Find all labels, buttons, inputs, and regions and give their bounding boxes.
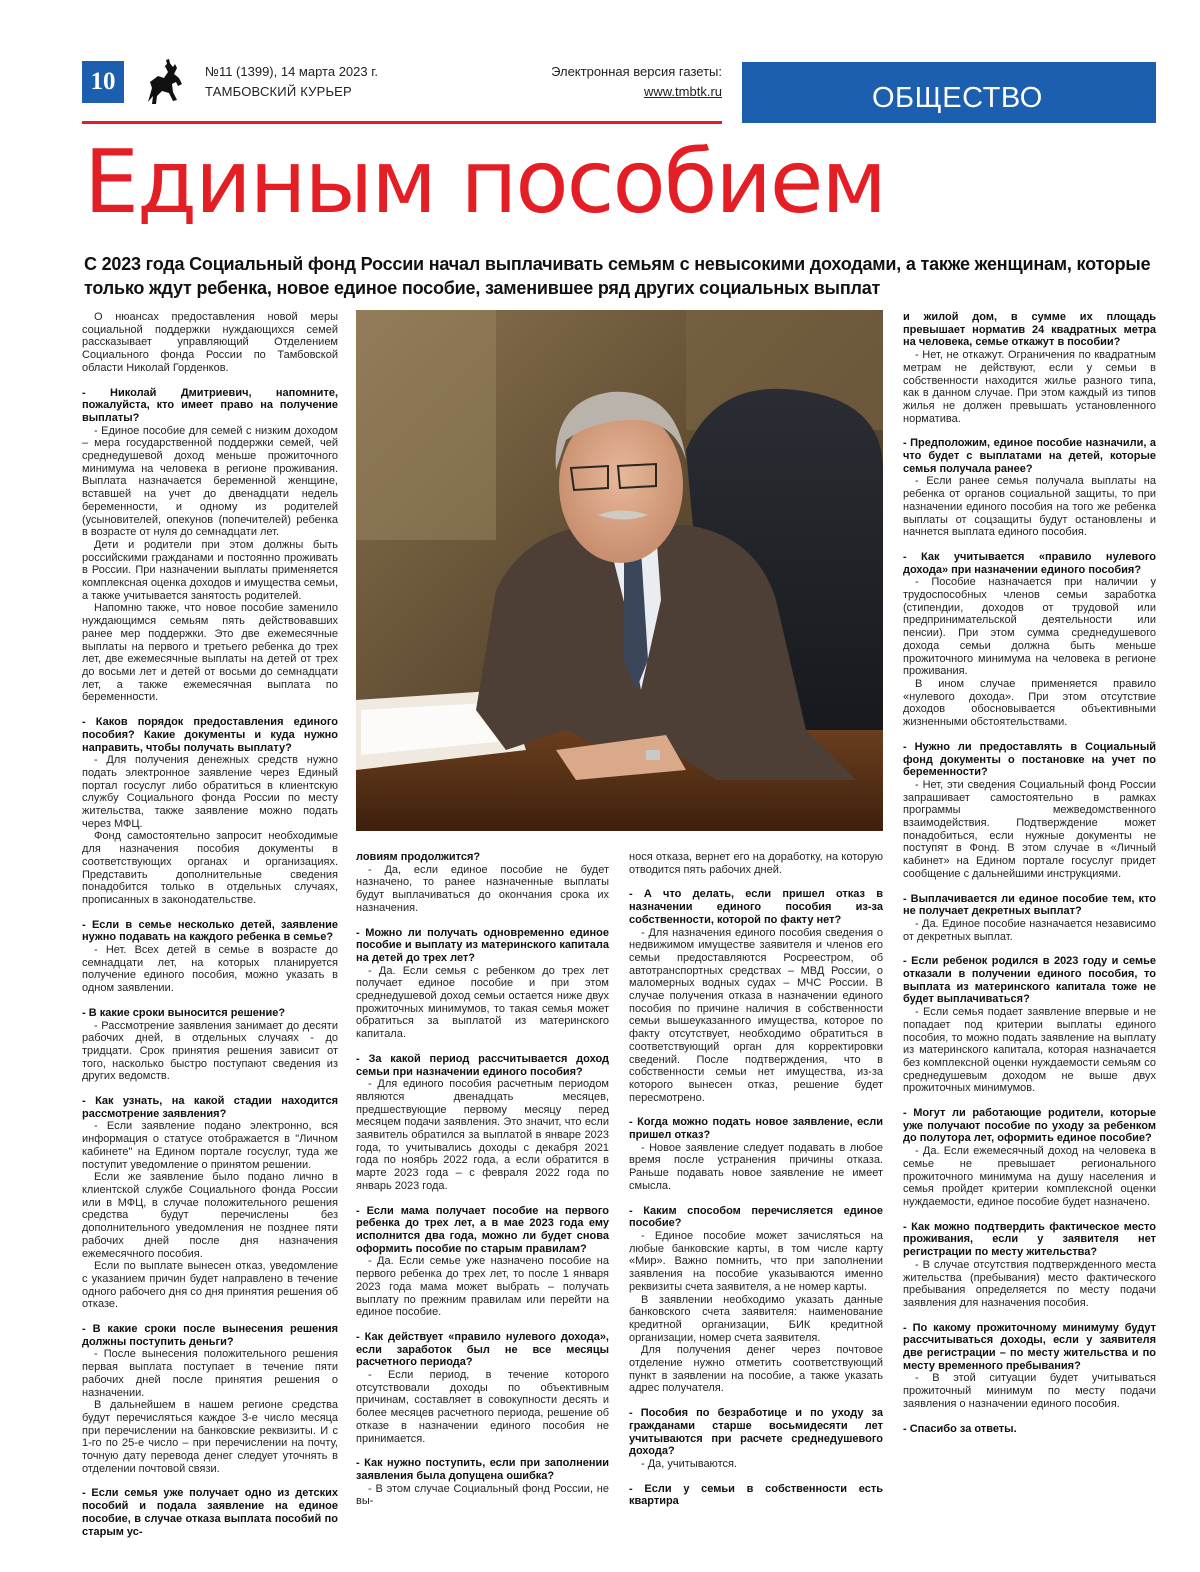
page-number: 10 — [82, 61, 124, 103]
electronic-version-info — [551, 62, 722, 102]
interview-answer: Напомню также, что новое пособие заменило нуждающимся семьям пять действовавших ранее мер поддержки. Это две ежемесячные выплаты на первого и третьего ребенка до трех лет, две ежемесячные выплаты на детей от трех до восьми лет и детей от восьми до семнадцати лет, а также ежемесячная выплата по беременности. — [82, 602, 338, 704]
interview-question: - В какие сроки после вынесения решения должны поступить деньги? — [82, 1323, 338, 1348]
text-column-1 — [82, 311, 338, 1538]
newspaper-name: ТАМБОВСКИЙ КУРЬЕР — [205, 84, 352, 99]
rider-on-horse-icon — [138, 58, 190, 108]
interview-answer: - Если заявление подано электронно, вся информация о статусе отображается в "Личном кабинете" на Едином портале госуслуг, туда же поступит уведомление о принятом решении. — [82, 1120, 338, 1171]
interview-answer: - В случае отсутствия подтвержденного места жительства (пребывания) место фактического пребывания определяется по месту подачи заявления для назначения пособия. — [903, 1258, 1156, 1309]
interview-question: и жилой дом, в сумме их площадь превышает норматив 24 квадратных метра на человека, семье откажут в пособии? — [903, 311, 1156, 349]
interview-answer: - Если ранее семья получала выплаты на ребенка от органов социальной защиты, то при назначении единого пособия на того же ребенка выплаты от соцзащиты будут остановлены и начнется выплата единого пособия. — [903, 475, 1156, 539]
text-column-2 — [356, 851, 609, 1508]
interview-answer: Для получения денег через почтовое отделение нужно отметить соответствующий пункт в заявлении на пособие, а также указать адрес получателя. — [629, 1344, 883, 1395]
article-headline: Единым пособием — [84, 131, 886, 233]
header-divider — [82, 121, 722, 124]
interview-answer: - Нет, не откажут. Ограничения по квадратным метрам не действуют, если у семьи в собственности находится жилье разного типа, как в данном случае. При этом каждый из типов жилья не должен превышать установленного норматива. — [903, 349, 1156, 425]
interview-answer: - Рассмотрение заявления занимает до десяти рабочих дней, в отдельных случаях - до тридцати. Срок принятия решения зависит от того, насколько быстро поступают сведения из других ведомств. — [82, 1019, 338, 1083]
interview-answer: - Да. Если ежемесячный доход на человека в семье не превышает регионального прожиточного минимума на душу населения и семья пройдет критерии комплексной оценки нуждаемости, единое пособие будет назначено. — [903, 1145, 1156, 1208]
article-intro: О нюансах предоставления новой меры социальной поддержки нуждающихся семей рассказывает управляющий Отделением Социального фонда России по Тамбовской области Николай Горденков. — [82, 311, 338, 374]
interview-answer: - После вынесения положительного решения первая выплата поступает в течение пяти рабочих дней после принятия решения о назначении. — [82, 1348, 338, 1399]
article-lead: С 2023 года Социальный фонд России начал выплачивать семьям с невысокими доходами, а также женщинам, которые только ждут ребенка, новое единое пособие, заменившее ряд других социальных выплат — [84, 254, 1151, 298]
website-link[interactable]: www.tmbtk.ru — [643, 84, 722, 99]
interview-photo — [356, 310, 883, 831]
interview-question: - В какие сроки выносится решение? — [82, 1006, 286, 1019]
interview-question: - Если у семьи в собственности есть квартира — [629, 1482, 883, 1508]
interview-question: - По какому прожиточному минимуму будут рассчитываться доходы, если у заявителя две регистрации – по месту жительства и по месту временного пребывания? — [903, 1321, 1156, 1372]
interview-answer: В ином случае применяется правило «нулевого дохода». При этом отсутствие доходов обосновывается объективными жизненными обстоятельствами. — [903, 677, 1156, 729]
interview-question: - Как учитывается «правило нулевого дохода» при назначении единого пособия? — [903, 550, 1156, 576]
interview-answer: Если же заявление было подано лично в клиентской службе Социального фонда России или в МФЦ, в случае положительного решения средства будут перечислены без дополнительного уведомления не позднее пяти рабочих дней после дня назначения ежемесячного пособия. — [82, 1171, 338, 1260]
interview-question: - А что делать, если пришел отказ в назначении единого пособия из-за собственности, которой по факту нет? — [629, 888, 883, 926]
interview-question: - За какой период рассчитывается доход семьи при назначении единого пособия? — [356, 1052, 609, 1078]
interview-answer: - В этом случае Социальный фонд России, не вы- — [356, 1482, 609, 1508]
interview-answer: - Нет, эти сведения Социальный фонд России запрашивает самостоятельно в рамках программы межведомственного взаимодействия. Подтверждение может понадобиться, если нужные документы не поступят в Фонд. В этом случае в «Личный кабинет» на Едином портале госуслуг придет сообщение с дальнейшими инструкциями. — [903, 778, 1156, 880]
interview-answer: В заявлении необходимо указать данные банковского счета заявителя: наименование кредитной организации, БИК кредитной организации, номер счета заявителя. — [629, 1293, 883, 1344]
interview-answer: В дальнейшем в нашем регионе средства будут перечисляться каждое 3-е число месяца при перечислении на банковские реквизиты. И с 1-го по 25-е число – при перечислении на почту, точную дату перевода денег следует уточнять в отделении почтовой связи. — [82, 1399, 338, 1475]
interview-question: - Как нужно поступить, если при заполнении заявления была допущена ошибка? — [356, 1457, 609, 1482]
interview-answer: - Если период, в течение которого отсутствовали доходы по объективным причинам, составляет в совокупности десять и более месяцев расчетного периода, решение об отказе в назначении единого пособия не принимается. — [356, 1369, 609, 1445]
interview-question: - Пособия по безработице и по уходу за гражданами старше восьмидесяти лет учитываются при расчете среднедушевого дохода? — [629, 1407, 883, 1458]
interview-answer: - Для получения денежных средств нужно подать электронное заявление через Единый портал госуслуг либо обратиться в клиентскую службу Социального фонда России по месту жительства, также заявление можно подать через МФЦ. — [82, 754, 338, 830]
section-rubric: ОБЩЕСТВО — [742, 62, 1156, 123]
interview-answer: - Единое пособие для семей с низким доходом – мера государственной поддержки семей, чей среднедушевой доход меньше прожиточного минимума на человека в регионе проживания. Выплата назначается беременной женщине, вставшей на учет до двенадцати недель беременности, и одному из родителей (усыновителей, опекунов (попечителей) ребенка в возрасте от нуля до семнадцати лет. — [82, 424, 338, 539]
interview-question: - Если семья уже получает одно из детских пособий и подала заявление на единое пособие, в случае отказа выплата пособий по старым ус- — [82, 1487, 338, 1538]
interview-question: - Нужно ли предоставлять в Социальный фонд документы о постановке на учет по беременности? — [903, 740, 1156, 779]
electronic-version-label: Электронная версия газеты: — [551, 64, 722, 79]
interview-answer: - Для единого пособия расчетным периодом являются двенадцать месяцев, предшествующие первому месяцу перед месяцем подачи заявления. Это значит, что если заявитель обратился за выплатой в январе 2023 года, то учитывались доходы с декабря 2021 года по ноябрь 2022 года, а если обратится в марте 2023 года – с февраля 2022 года по январь 2023 года. — [356, 1078, 609, 1192]
interview-question: - Выплачивается ли единое пособие тем, кто не получает декретных выплат? — [903, 892, 1156, 918]
interview-question: - Если мама получает пособие на первого ребенка до трех лет, а в мае 2023 года ему исполнится два года, можно ли будет снова оформить пособие по старым правилам? — [356, 1204, 609, 1255]
interview-answer: - Пособие назначается при наличии у трудоспособных членов семьи заработка (стипендии, доходов от трудовой или предпринимательской деятельности или пенсии). При этом сумма среднедушевого дохода семьи должна быть меньше прожиточного минимума на человека в регионе проживания. — [903, 576, 1156, 678]
interview-question: - Как действует «правило нулевого дохода», если заработок был не все месяцы расчетного периода? — [356, 1330, 609, 1369]
interview-question: - Каким способом перечисляется единое пособие? — [629, 1204, 883, 1230]
interview-question: - Могут ли работающие родители, которые уже получают пособие по уходу за ребенком до полутора лет, оформить единое пособие? — [903, 1107, 1156, 1145]
interview-question: - Можно ли получать одновременно единое пособие и выплату из материнского капитала на детей до трех лет? — [356, 926, 609, 964]
interview-answer: нося отказа, вернет его на доработку, на которую отводится пять рабочих дней. — [629, 851, 883, 876]
text-column-4 — [903, 311, 1156, 1491]
interview-question: - Каков порядок предоставления единого пособия? Какие документы и куда нужно направить, чтобы получать выплату? — [82, 716, 338, 754]
interview-question: - Спасибо за ответы. — [903, 1422, 1017, 1435]
interview-answer: - Да, если единое пособие не будет назначено, то ранее назначенные выплаты будут выплачиваться до окончания срока их назначения. — [356, 863, 609, 914]
interview-answer: - Да. Если семья с ребенком до трех лет получает единое пособие и при этом среднедушевой доход семьи остается ниже двух прожиточных минимумов, то такая семья может обратиться за выплатой из материнского капитала. — [356, 964, 609, 1041]
interview-answer: Если по выплате вынесен отказ, уведомление с указанием причин будет направлено в течение одного рабочего дня со дня принятия решения об отказе. — [82, 1260, 338, 1311]
interview-answer: - Да. Единое пособие назначается независимо от декретных выплат. — [903, 917, 1156, 943]
interview-answer: - В этой ситуации будет учитываться прожиточный минимум по месту подачи заявления о назначении единого пособия. — [903, 1372, 1156, 1410]
interview-answer: - Нет. Всех детей в семье в возрасте до семнадцати лет, на которых планируется получение единого пособия, можно указать в одном заявлении. — [82, 944, 338, 995]
interview-question: - Предположим, единое пособие назначили, а что будет с выплатами на детей, которые семья получала ранее? — [903, 437, 1156, 475]
issue-info — [205, 62, 378, 102]
interview-answer: - Если семья подает заявление впервые и не попадает под критерии выплаты единого пособия, то можно подать заявление на выплату из материнского капитала, которая назначается без комплексной оценки нуждаемости семьям со среднедушевым доходом не выше двух прожиточных минимумов. — [903, 1006, 1156, 1095]
interview-answer: - Да. Если семье уже назначено пособие на первого ребенка до трех лет, то после 1 января 2023 года мама может выбрать – получать выплату по прежним правилам или перейти на единое пособие. — [356, 1255, 609, 1319]
interview-answer: - Новое заявление следует подавать в любое время после устранения причины отказа. Раньше подавать новое заявление не имеет смысла. — [629, 1141, 883, 1192]
interview-question: - Когда можно подать новое заявление, если пришел отказ? — [629, 1116, 883, 1142]
interview-answer: - Единое пособие может зачисляться на любые банковские карты, в том числе карту «Мир». Важно помнить, что при заполнении заявления на пособие указываются именно реквизиты счета заявителя, а не номер карты. — [629, 1229, 883, 1293]
interview-question: - Если ребенок родился в 2023 году и семье отказали в получении единого пособия, то выплата из материнского капитала тоже не будет выплачиваться? — [903, 955, 1156, 1006]
interview-answer: - Для назначения единого пособия сведения о недвижимом имуществе заявителя и членов его семьи предоставляются Росреестром, об автотранспортных средствах – МВД России, о маломерных водных судах – МЧС России. В случае получения отказа в назначении единого пособия по причине наличия в собственности семьи вышеуказанного имущества, которое по факту отсутствует, необходимо обратиться в соответствующий орган для корректировки сведений. После подтверждения, что в собственности семьи нет имущества, из-за которого вынесен отказ, решение будет пересмотрено. — [629, 926, 883, 1104]
interview-question: - Как можно подтвердить фактическое место проживания, если у заявителя нет регистрации по месту жительства? — [903, 1220, 1156, 1259]
issue-number-date: №11 (1399), 14 марта 2023 г. — [205, 64, 378, 79]
interview-answer: Фонд самостоятельно запросит необходимые для назначения пособия документы в соответствующих органах и организациях. Представить дополнительные сведения понадобится только в отдельных случаях, прописанных в законодательстве. — [82, 830, 338, 906]
interview-answer: - Да, учитываются. — [641, 1457, 737, 1470]
interview-question: - Как узнать, на какой стадии находится рассмотрение заявления? — [82, 1095, 338, 1120]
interview-question: - Николай Дмитриевич, напомните, пожалуйста, кто имеет право на получение выплаты? — [82, 386, 338, 424]
text-column-3 — [629, 851, 883, 1508]
interview-answer: Дети и родители при этом должны быть российскими гражданами и постоянно проживать в России. При назначении выплаты применяется комплексная оценка доходов и имущества семьи, а также учитывается занятость родителей. — [82, 538, 338, 602]
interview-question: ловиям продолжится? — [356, 851, 481, 863]
interview-question: - Если в семье несколько детей, заявление нужно подавать на каждого ребенка в семье? — [82, 918, 338, 944]
